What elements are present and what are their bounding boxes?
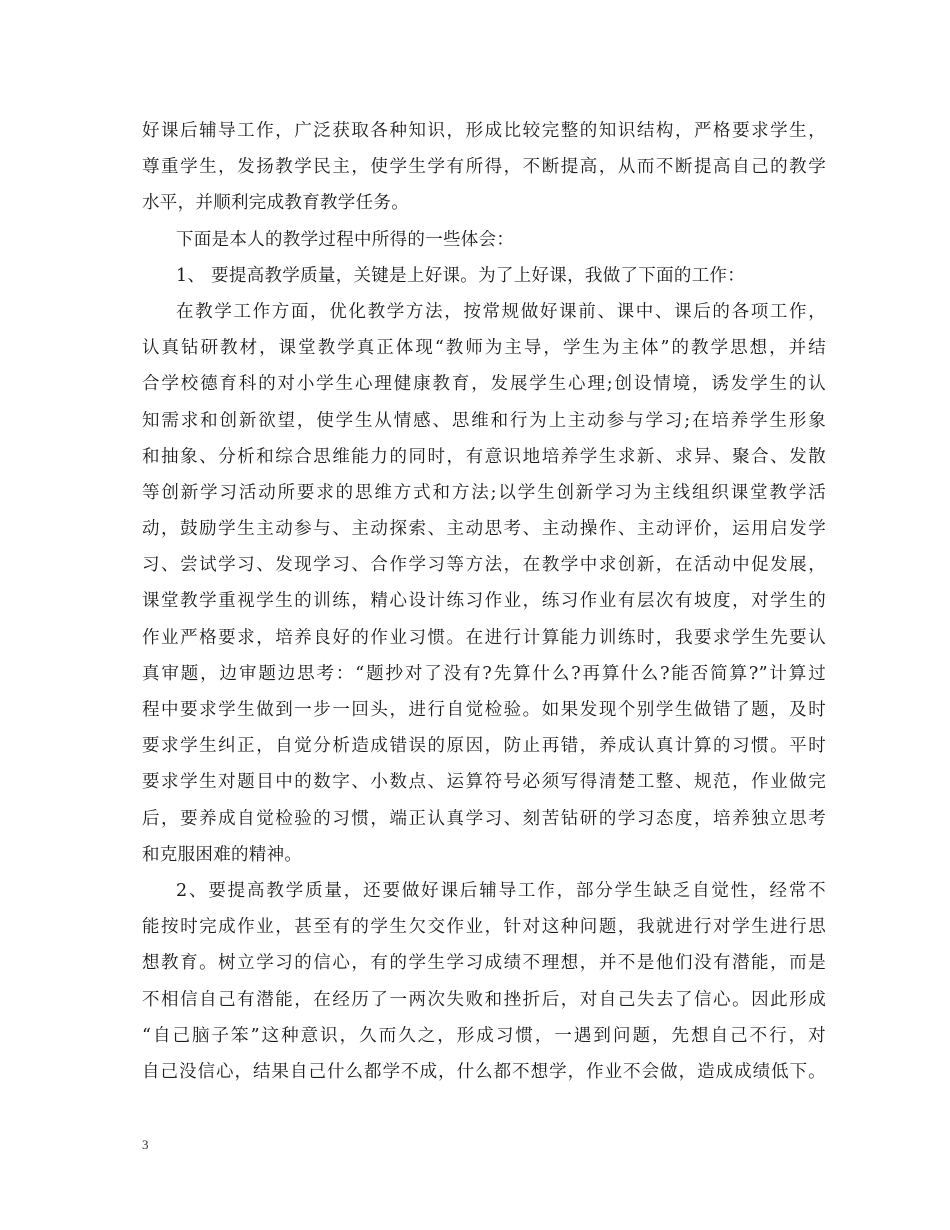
text-line: 动，鼓励学生主动参与、主动探索、主动思考、主动操作、主动评价，运用启发学 xyxy=(142,519,826,540)
text-line: 作业严格要求，培养良好的作业习惯。在进行计算能力训练时，我要求学生先要认 xyxy=(142,627,826,648)
text-line: 不相信自己有潜能，在经历了一两次失败和挫折后，对自己失去了信心。因此形成 xyxy=(142,989,826,1010)
text-line: 1、 要提高教学质量，关键是上好课。为了上好课，我做了下面的工作： xyxy=(176,265,746,286)
text-line: 习、尝试学习、发现学习、合作学习等方法，在教学中求创新，在活动中促发展， xyxy=(142,555,826,576)
text-line: 要求学生纠正，自觉分析造成错误的原因，防止再错，养成认真计算的习惯。平时 xyxy=(142,736,826,757)
text-line: 能按时完成作业，甚至有的学生欠交作业，针对这种问题，我就进行对学生进行思 xyxy=(142,917,826,938)
text-line: 尊重学生，发扬教学民主，使学生学有所得，不断提高，从而不断提高自己的教学 xyxy=(142,157,826,178)
text-line: 要求学生对题目中的数字、小数点、运算符号必须写得清楚工整、规范，作业做完 xyxy=(142,772,826,793)
body-text xyxy=(142,113,826,1090)
text-line: 后，要养成自觉检验的习惯，端正认真学习、刻苦钻研的学习态度，培养独立思考 xyxy=(142,808,826,829)
text-line: “自己脑子笨”这种意识，久而久之，形成习惯，一遇到问题，先想自己不行，对 xyxy=(142,1025,826,1046)
text-line: 好课后辅导工作，广泛获取各种知识，形成比较完整的知识结构，严格要求学生， xyxy=(142,121,826,141)
text-line: 认真钻研教材，课堂教学真正体现“教师为主导，学生为主体”的教学思想，并结 xyxy=(142,338,826,359)
text-line: 等创新学习活动所要求的思维方式和方法;以学生创新学习为主线组织课堂教学活 xyxy=(142,482,826,503)
text-line: 合学校德育科的对小学生心理健康教育，发展学生心理;创设情境，诱发学生的认 xyxy=(142,374,826,395)
text-line: 想教育。树立学习的信心，有的学生学习成绩不理想，并不是他们没有潜能，而是 xyxy=(142,953,826,974)
text-line: 2、要提高教学质量，还要做好课后辅导工作，部分学生缺乏自觉性，经常不 xyxy=(176,880,826,901)
page-number: 3 xyxy=(142,1137,149,1152)
text-line: 水平，并顺利完成教育教学任务。 xyxy=(142,193,409,214)
text-line: 在教学工作方面，优化教学方法，按常规做好课前、课中、课后的各项工作， xyxy=(176,301,826,322)
text-line: 自己没信心，结果自己什么都学不成，什么都不想学，作业不会做，造成成绩低下。 xyxy=(142,1061,826,1082)
text-line: 知需求和创新欲望，使学生从情感、思维和行为上主动参与学习;在培养学生形象 xyxy=(142,410,826,431)
text-line: 下面是本人的教学过程中所得的一些体会： xyxy=(176,229,515,250)
text-line: 和克服困难的精神。 xyxy=(142,844,303,865)
text-line: 和抽象、分析和综合思维能力的同时，有意识地培养学生求新、求异、聚合、发散 xyxy=(142,446,826,467)
text-line: 真审题，边审题边思考：“题抄对了没有?先算什么?再算什么?能否简算?”计算过 xyxy=(142,663,826,684)
text-line: 程中要求学生做到一步一回头，进行自觉检验。如果发现个别学生做错了题，及时 xyxy=(142,700,826,720)
text-line: 课堂教学重视学生的训练，精心设计练习作业，练习作业有层次有坡度，对学生的 xyxy=(142,591,826,612)
